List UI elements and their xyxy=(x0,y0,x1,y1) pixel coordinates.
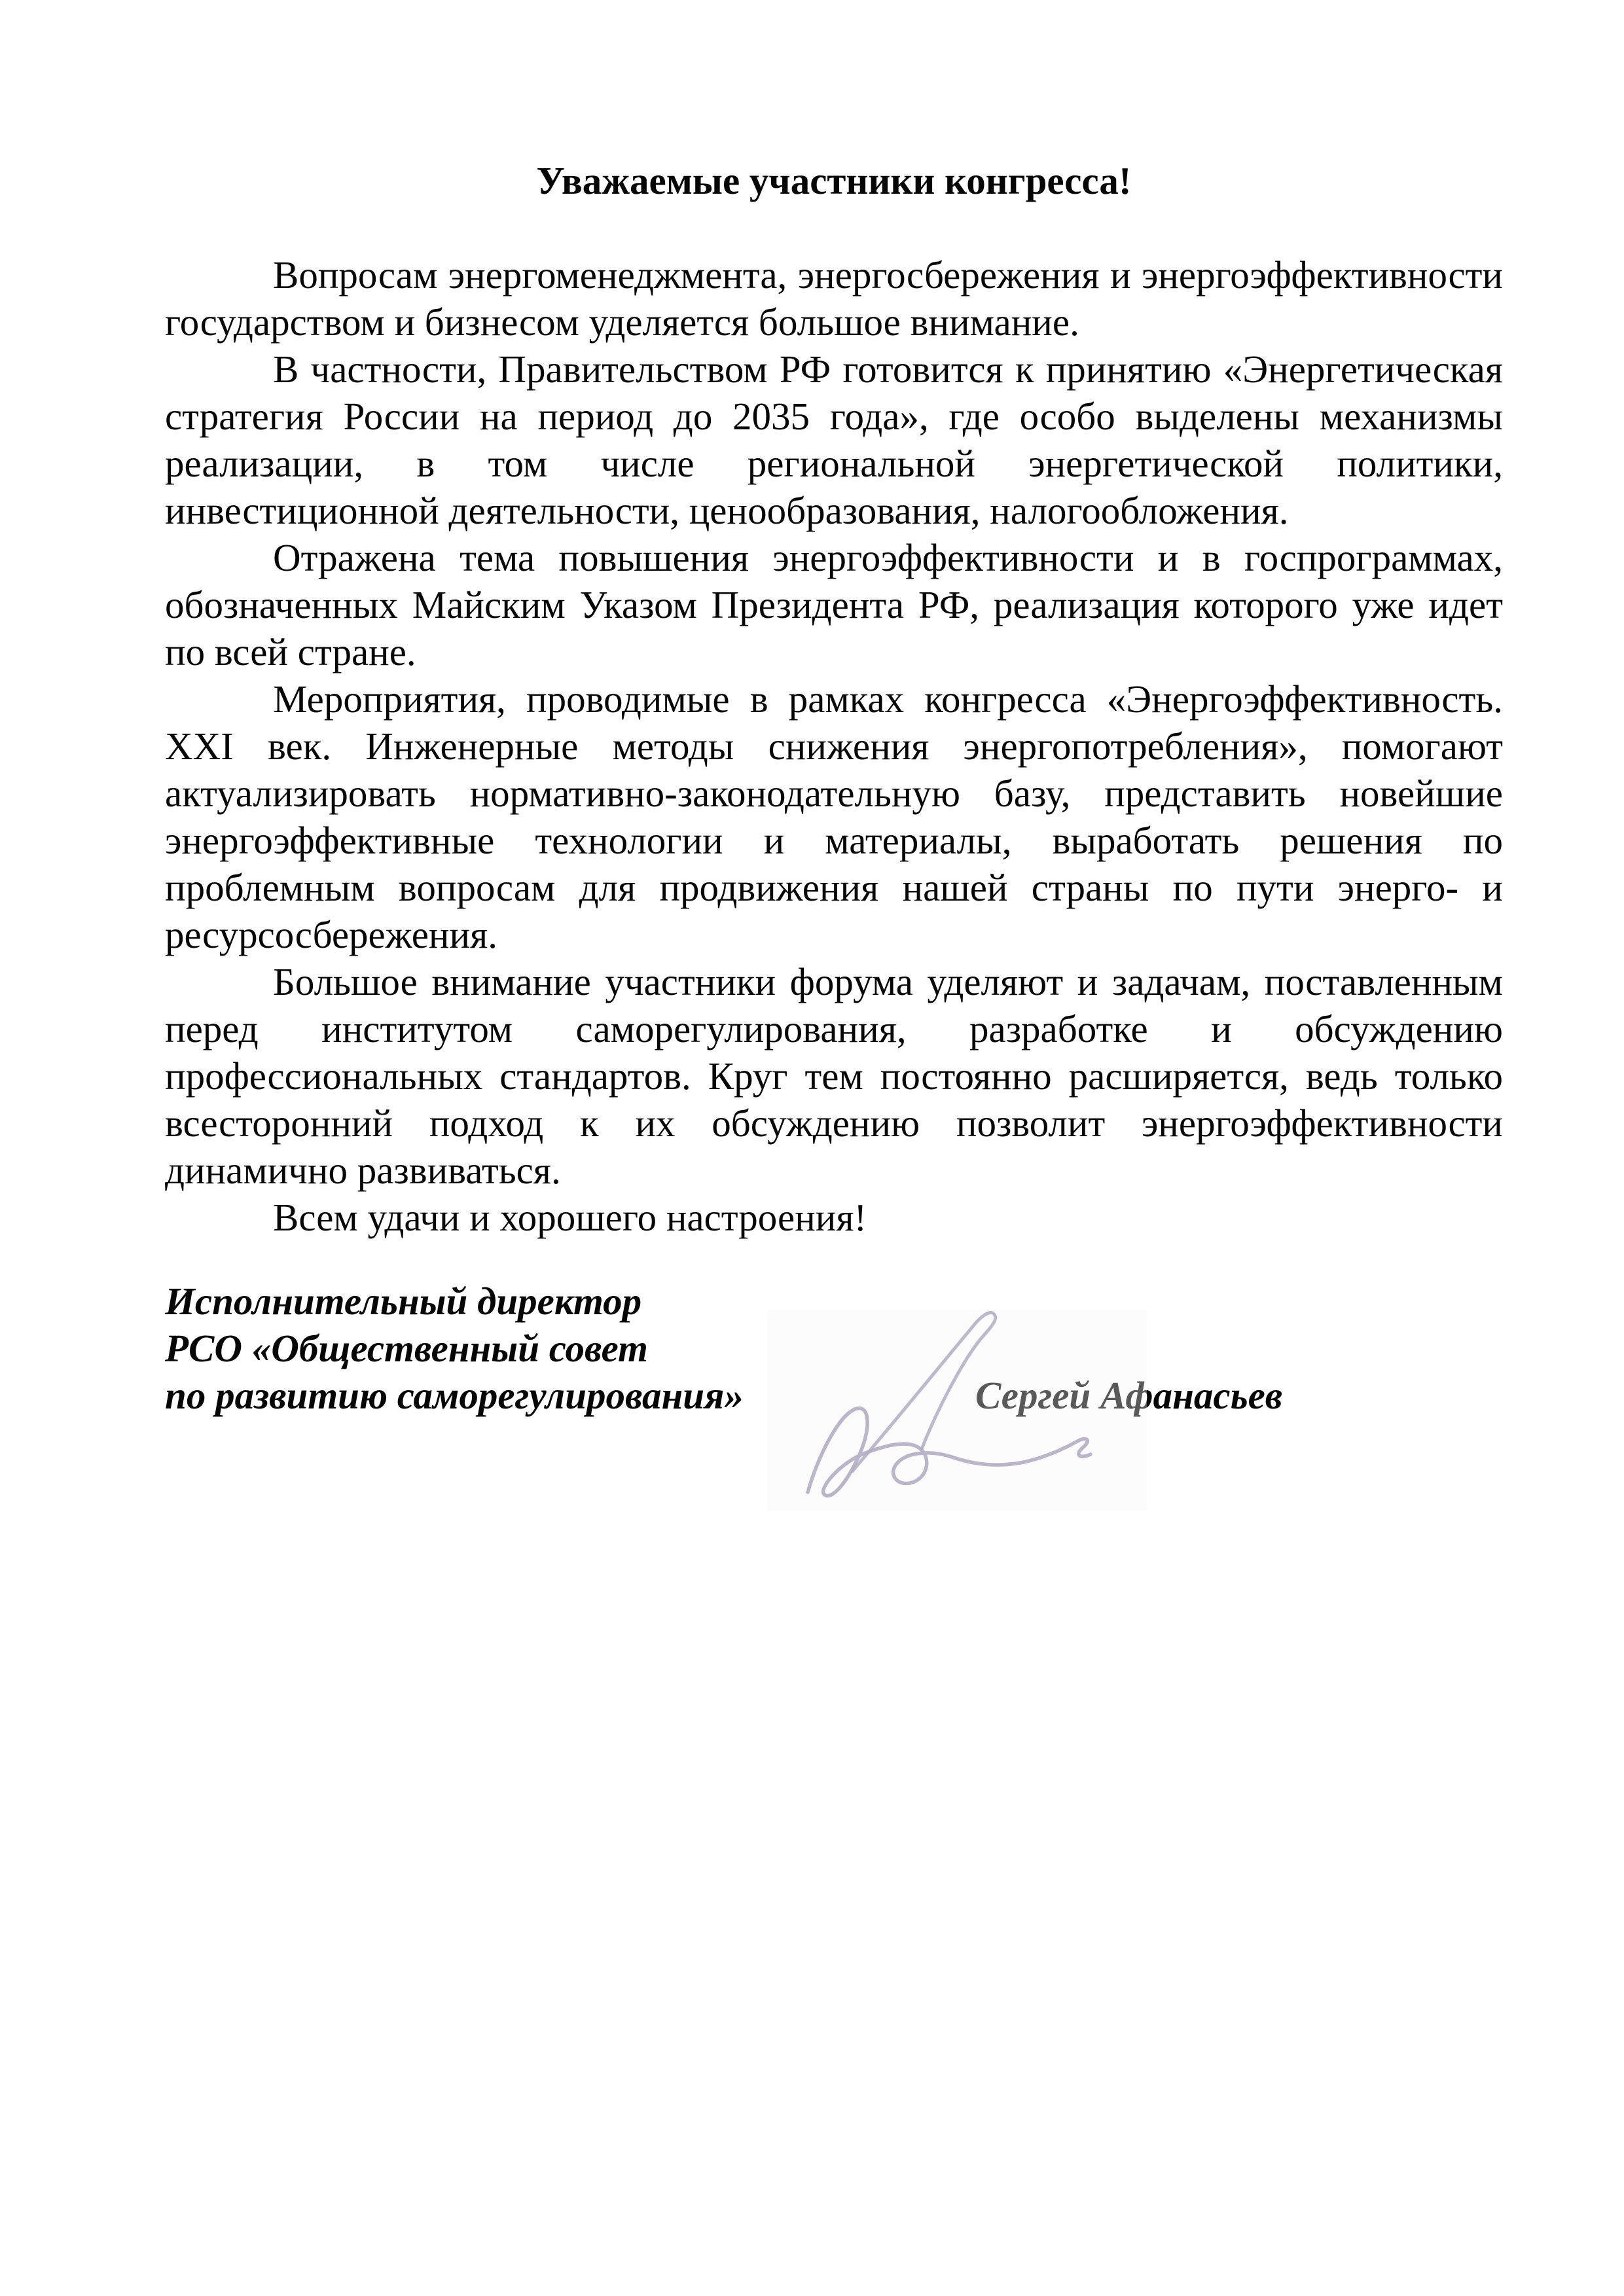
paragraph-line: энергоэффективные технологии и материалы, выработать решения по xyxy=(165,819,1503,862)
letter-content xyxy=(165,157,1503,1644)
letter-title: Уважаемые участники конгресса! xyxy=(536,159,1132,202)
signatory-position-line-3: по развитию саморегулирования» xyxy=(165,1374,744,1417)
signature-block xyxy=(165,1278,1503,1644)
signatory-position-line-1: Исполнительный директор xyxy=(165,1280,642,1323)
paragraph-line: перед институтом саморегулирования, разработке и обсуждению xyxy=(165,1007,1503,1050)
signature-scan-tint xyxy=(767,1310,1147,1511)
paragraph-line: Отражена тема повышения энергоэффективности и в госпрограммах, xyxy=(273,536,1503,579)
paragraph xyxy=(165,958,1503,1194)
paragraph-line: государством и бизнесом уделяется большое внимание. xyxy=(165,300,1079,344)
paragraph-line: Вопросам энергоменеджмента, энергосбережения и энергоэффективности xyxy=(273,253,1503,296)
signatory-position-line-2: РСО «Общественный совет xyxy=(165,1327,648,1370)
paragraph-line: всесторонний подход к их обсуждению позволит энергоэффективности xyxy=(165,1102,1503,1145)
paragraph-line: динамично развиваться. xyxy=(165,1149,561,1192)
paragraph-line: Большое внимание участники форума уделяют и задачам, поставленным xyxy=(273,960,1503,1003)
paragraph-line: В частности, Правительством РФ готовится к принятию «Энергетическая xyxy=(273,348,1503,391)
paragraph xyxy=(165,251,1503,346)
paragraph xyxy=(165,346,1503,534)
paragraph-line: по всей стране. xyxy=(165,630,416,673)
paragraph-line: актуализировать нормативно-законодательную базу, представить новейшие xyxy=(165,772,1503,815)
paragraph-line: инвестиционной деятельности, ценообразования, налогообложения. xyxy=(165,489,1289,532)
paragraph-line: стратегия России на период до 2035 года», где особо выделены механизмы xyxy=(165,395,1503,438)
paragraph-line: профессиональных стандартов. Круг тем постоянно расширяется, ведь только xyxy=(165,1054,1503,1098)
paragraph-line: Мероприятия, проводимые в рамках конгресса «Энергоэффективность. xyxy=(273,677,1503,721)
paragraph-line: реализации, в том числе региональной энергетической политики, xyxy=(165,442,1503,485)
paragraph-line: обозначенных Майским Указом Президента РФ, реализация которого уже идет xyxy=(165,583,1503,626)
paragraph-line: ресурсосбережения. xyxy=(165,913,497,956)
handwritten-signature-icon xyxy=(767,1301,1147,1511)
paragraph-line: Всем удачи и хорошего настроения! xyxy=(273,1196,867,1239)
paragraph xyxy=(165,675,1503,958)
paragraph xyxy=(165,534,1503,675)
paragraph-line: проблемным вопросам для продвижения нашей страны по пути энерго- и xyxy=(165,866,1503,909)
letter-body xyxy=(165,251,1503,1241)
paragraph-line: XXI век. Инженерные методы снижения энергопотребления», помогают xyxy=(165,725,1503,768)
paragraph xyxy=(165,1194,1503,1241)
signatory-name: Сергей Афанасьев xyxy=(975,1374,1283,1417)
